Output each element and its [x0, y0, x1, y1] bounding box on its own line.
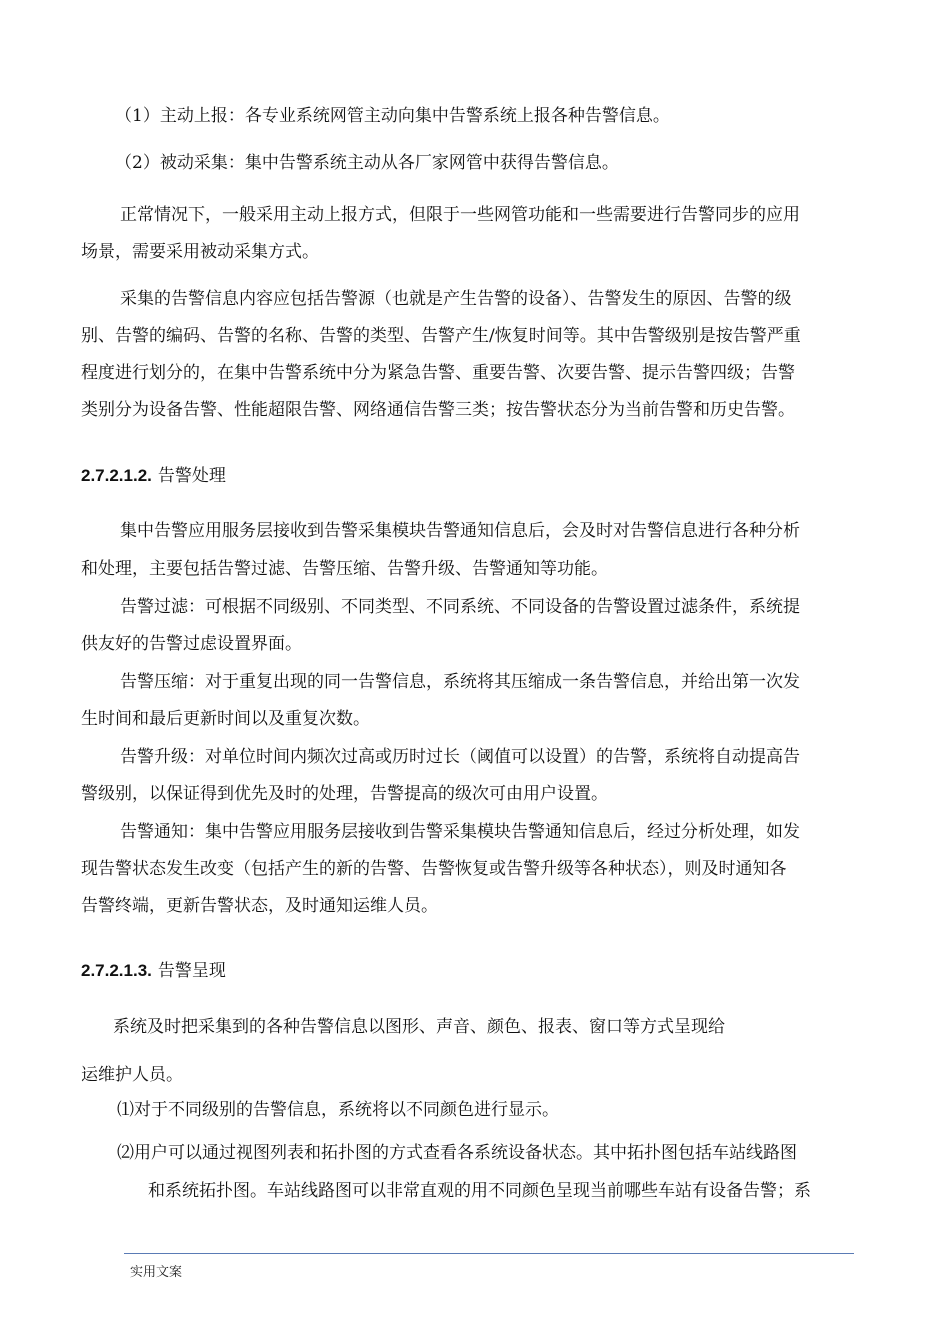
paragraph-line: 采集的告警信息内容应包括告警源（也就是产生告警的设备）、告警发生的原因、告警的级 — [120, 289, 792, 309]
section-number: 2.7.2.1.2. — [81, 466, 152, 485]
paragraph-line: 类别分为设备告警、性能超限告警、网络通信告警三类；按告警状态分为当前告警和历史告警。 — [81, 400, 795, 420]
paragraph-line: 系统及时把采集到的各种告警信息以图形、声音、颜色、报表、窗口等方式呈现给 — [113, 1017, 725, 1037]
paragraph-line: 别、告警的编码、告警的名称、告警的类型、告警产生/恢复时间等。其中告警级别是按告警严重 — [81, 326, 801, 346]
paragraph-line: 运维护人员。 — [81, 1065, 183, 1085]
paragraph-line: 告警升级：对单位时间内频次过高或历时过长（阈值可以设置）的告警，系统将自动提高告 — [120, 747, 800, 767]
paragraph-line: 程度进行划分的，在集中告警系统中分为紧急告警、重要告警、次要告警、提示告警四级；告警 — [81, 363, 795, 383]
paragraph-line: 警级别，以保证得到优先及时的处理，告警提高的级次可由用户设置。 — [81, 784, 608, 804]
section-title: 告警呈现 — [157, 961, 226, 981]
list-item: ⑵用户可以通过视图列表和拓扑图的方式查看各系统设备状态。其中拓扑图包括车站线路图 — [117, 1143, 797, 1163]
paragraph-line: （2）被动采集：集中告警系统主动从各厂家网管中获得告警信息。 — [115, 153, 619, 173]
footer-divider — [124, 1253, 854, 1254]
paragraph-line: 告警过滤：可根据不同级别、不同类型、不同系统、不同设备的告警设置过滤条件，系统提 — [120, 597, 800, 617]
list-item-continuation: 和系统拓扑图。车站线路图可以非常直观的用不同颜色呈现当前哪些车站有设备告警；系 — [148, 1181, 811, 1201]
paragraph-line: 告警终端，更新告警状态，及时通知运维人员。 — [81, 896, 438, 916]
section-number: 2.7.2.1.3. — [81, 961, 152, 980]
paragraph-line: 告警压缩：对于重复出现的同一告警信息，系统将其压缩成一条告警信息，并给出第一次发 — [120, 672, 800, 692]
paragraph-line: 供友好的告警过虑设置界面。 — [81, 634, 302, 654]
paragraph-line: 场景，需要采用被动采集方式。 — [81, 242, 319, 262]
paragraph-line: 和处理，主要包括告警过滤、告警压缩、告警升级、告警通知等功能。 — [81, 559, 608, 579]
paragraph-line: 正常情况下，一般采用主动上报方式，但限于一些网管功能和一些需要进行告警同步的应用 — [120, 205, 800, 225]
paragraph-line: 告警通知：集中告警应用服务层接收到告警采集模块告警通知信息后，经过分析处理，如发 — [120, 822, 800, 842]
paragraph-line: 现告警状态发生改变（包括产生的新的告警、告警恢复或告警升级等各种状态），则及时通知各 — [81, 859, 787, 879]
footer-text: 实用文案 — [130, 1265, 183, 1280]
section-title: 告警处理 — [157, 466, 226, 486]
section-heading — [81, 465, 226, 487]
section-heading — [81, 960, 226, 982]
paragraph-line: （1）主动上报：各专业系统网管主动向集中告警系统上报各种告警信息。 — [115, 106, 670, 126]
list-item: ⑴对于不同级别的告警信息，系统将以不同颜色进行显示。 — [117, 1100, 559, 1120]
paragraph-line: 生时间和最后更新时间以及重复次数。 — [81, 709, 370, 729]
paragraph-line: 集中告警应用服务层接收到告警采集模块告警通知信息后，会及时对告警信息进行各种分析 — [120, 521, 800, 541]
